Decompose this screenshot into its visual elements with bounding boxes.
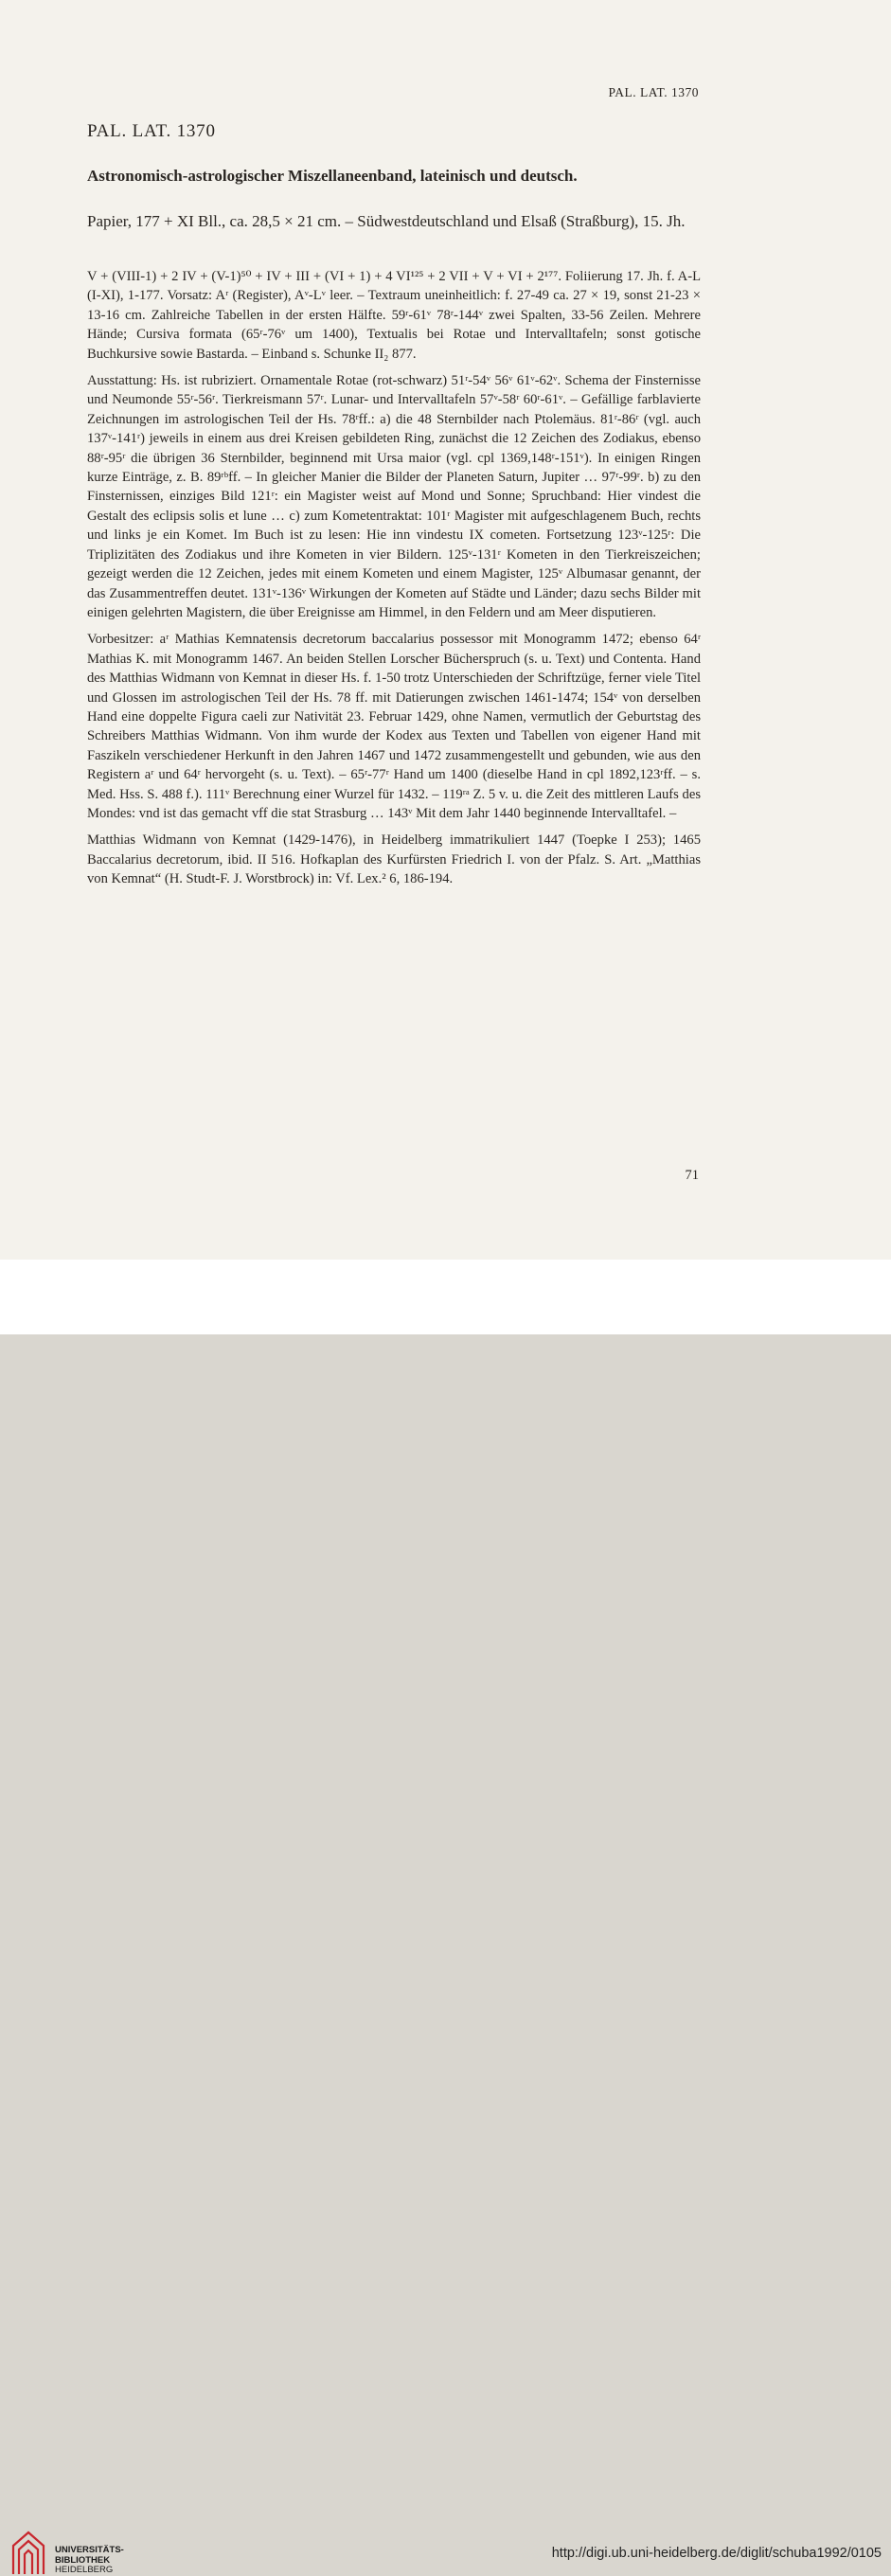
shelfmark-heading: PAL. LAT. 1370 — [87, 121, 216, 141]
paragraph-codicology: V + (VIII-1) + 2 IV + (V-1)⁵⁰ + IV + III + (VI + 1) + 4 VI¹²⁵ + 2 VII + V + VI + 2¹⁷⁷. Foliierung 17. Jh. f. A-L (I-XI), 1-177. Vorsatz: Aʳ (Register), Aᵛ-Lᵛ leer. – Textraum uneinheitlich: f. 27-49 ca. 27 × 19, sonst 21-23 × 13-16 cm. Zahlreiche Tabellen in der ersten Hälfte. 59ʳ-61ᵛ 78ʳ-144ᵛ zwei Spalten, 33-56 Zeilen. Mehrere Hände; Cursiva formata (65ʳ-76ᵛ um 1400), Textualis bei Rotae und Intervalltafeln; sonst gotische Buchkursive sowie Bastarda. – Einband s. Schunke II₂ 877. — [87, 269, 701, 362]
manuscript-title: Astronomisch-astrologischer Miszellaneenband, lateinisch und deutsch. — [87, 167, 578, 185]
library-logo-icon[interactable] — [9, 2529, 47, 2576]
document-page — [0, 0, 891, 1260]
library-name-line3: HEIDELBERG — [55, 2565, 114, 2575]
permalink-url[interactable]: http://digi.ub.uni-heidelberg.de/diglit/schuba1992/0105 — [551, 2546, 882, 2561]
library-name-line1: UNIVERSITÄTS- — [55, 2545, 124, 2555]
description-body — [87, 267, 701, 897]
running-head: PAL. LAT. 1370 — [608, 85, 699, 99]
paragraph-biography: Matthias Widmann von Kemnat (1429-1476), in Heidelberg immatrikuliert 1447 (Toepke I 253); 1465 Baccalarius decretorum, ibid. II 516. Hofkaplan des Kurfürsten Friedrich I. von der Pfalz. S. Art. „Matthias von Kemnat“ (H. Studt-F. J. Worstbrock) in: Vf. Lex.² 6, 186-194. — [87, 832, 701, 887]
manuscript-intro: Papier, 177 + XI Bll., ca. 28,5 × 21 cm. – Südwestdeutschland und Elsaß (Straßburg), 15. Jh. — [87, 212, 686, 230]
library-name-line2: BIBLIOTHEK — [55, 2554, 111, 2566]
paragraph-decoration: Ausstattung: Hs. ist rubriziert. Ornamentale Rotae (rot-schwarz) 51ʳ-54ᵛ 56ᵛ 61ᵛ-62ᵛ. Schema der Finsternisse und Neumonde 55ʳ-56ʳ. Tierkreismann 57ʳ. Lunar- und Intervalltafeln 57ᵛ-58ʳ 60ʳ-61ᵛ. – Gefällige farblavierte Zeichnungen im astrologischen Teil der Hs. 78ʳff.: a) die 48 Sternbilder nach Ptolemäus. 81ʳ-86ʳ (vgl. auch 137ᵛ-141ʳ) jeweils in einem aus drei Kreisen gebildeten Ring, zunächst die 12 Zeichen des Zodiakus, ebenso 88ʳ-95ʳ die übrigen 36 Sternbilder, beginnend mit Ursa maior (vgl. cpl 1369,148ʳ-151ᵛ). In einigen Ringen kurze Einträge, z. B. 89ʳᵇff. – In gleicher Manier die Bilder der Planeten Saturn, Jupiter … 97ʳ-99ʳ. b) zu den Finsternissen, einziges Bild 121ʳ: ein Magister weist auf Mond und Sonne; Spruchband: Hier vindest die Gestalt des eclipsis solis et lune … c) zum Kometentraktat: 101ʳ Magister mit aufgeschlagenem Buch, rechts und links je ein Komet. Im Buch ist zu lesen: Hie inn vindestu IX cometen. Fortsetzung 123ᵛ-125ʳ: Die Triplizitäten des Zodiakus und ihre Kometen in vier Bildern. 125ᵛ-131ʳ Kometen in den Tierkreiszeichen; gezeigt werden die 12 Zeichen, jedes mit einem Kometen und einem Magister, 125ᵛ Albumasar genannt, der das Zusammentreffen deutet. 131ᵛ-136ᵛ Wirkungen der Kometen auf Städte und Länder; dazu sechs Bilder mit einigen gelehrten Magistern, die über Ereignisse am Himmel, in den Feldern und am Meer disputieren. — [87, 373, 701, 620]
library-name — [55, 2546, 124, 2576]
paragraph-provenance: Vorbesitzer: aʳ Mathias Kemnatensis decretorum baccalarius possessor mit Monogramm 1472; ebenso 64ʳ Mathias K. mit Monogramm 1467. An beiden Stellen Lorscher Bücherspruch (s. u. Text) und Contenta. Hand des Matthias Widmann von Kemnat in dieser Hs. f. 1-50 trotz Unterschieden der Schriftzüge, ferner viele Titel und Glossen im astrologischen Teil der Hs. 78 ff. mit Datierungen zwischen 1461-1474; 154ᵛ von derselben Hand eine doppelte Figura caeli zur Nativität 23. Februar 1429, ohne Namen, vermutlich der Geburtstag des Schreibers Matthias Widmann. Von ihm wurde der Kodex aus Texten und Tabellen von eigener Hand mit Faszikeln verschiedener Herkunft in den Jahren 1467 und 1472 zusammengestellt und gebunden, wie aus den Registern aʳ und 64ʳ hervorgeht (s. u. Text). – 65ʳ-77ʳ Hand um 1400 (dieselbe Hand in cpl 1892,123ʳff. – s. Med. Hss. S. 488 f.). 111ᵛ Berechnung einer Wurzel für 1432. – 119ʳᵃ Z. 5 v. u. die Zeit des mittleren Laufs des Mondes: vnd ist das gemacht vff die stat Strasburg … 143ᵛ Mit dem Jahr 1440 beginnende Intervalltafel. – — [87, 632, 701, 821]
page-number: 71 — [685, 1168, 699, 1183]
viewer-footer — [0, 1260, 891, 2575]
